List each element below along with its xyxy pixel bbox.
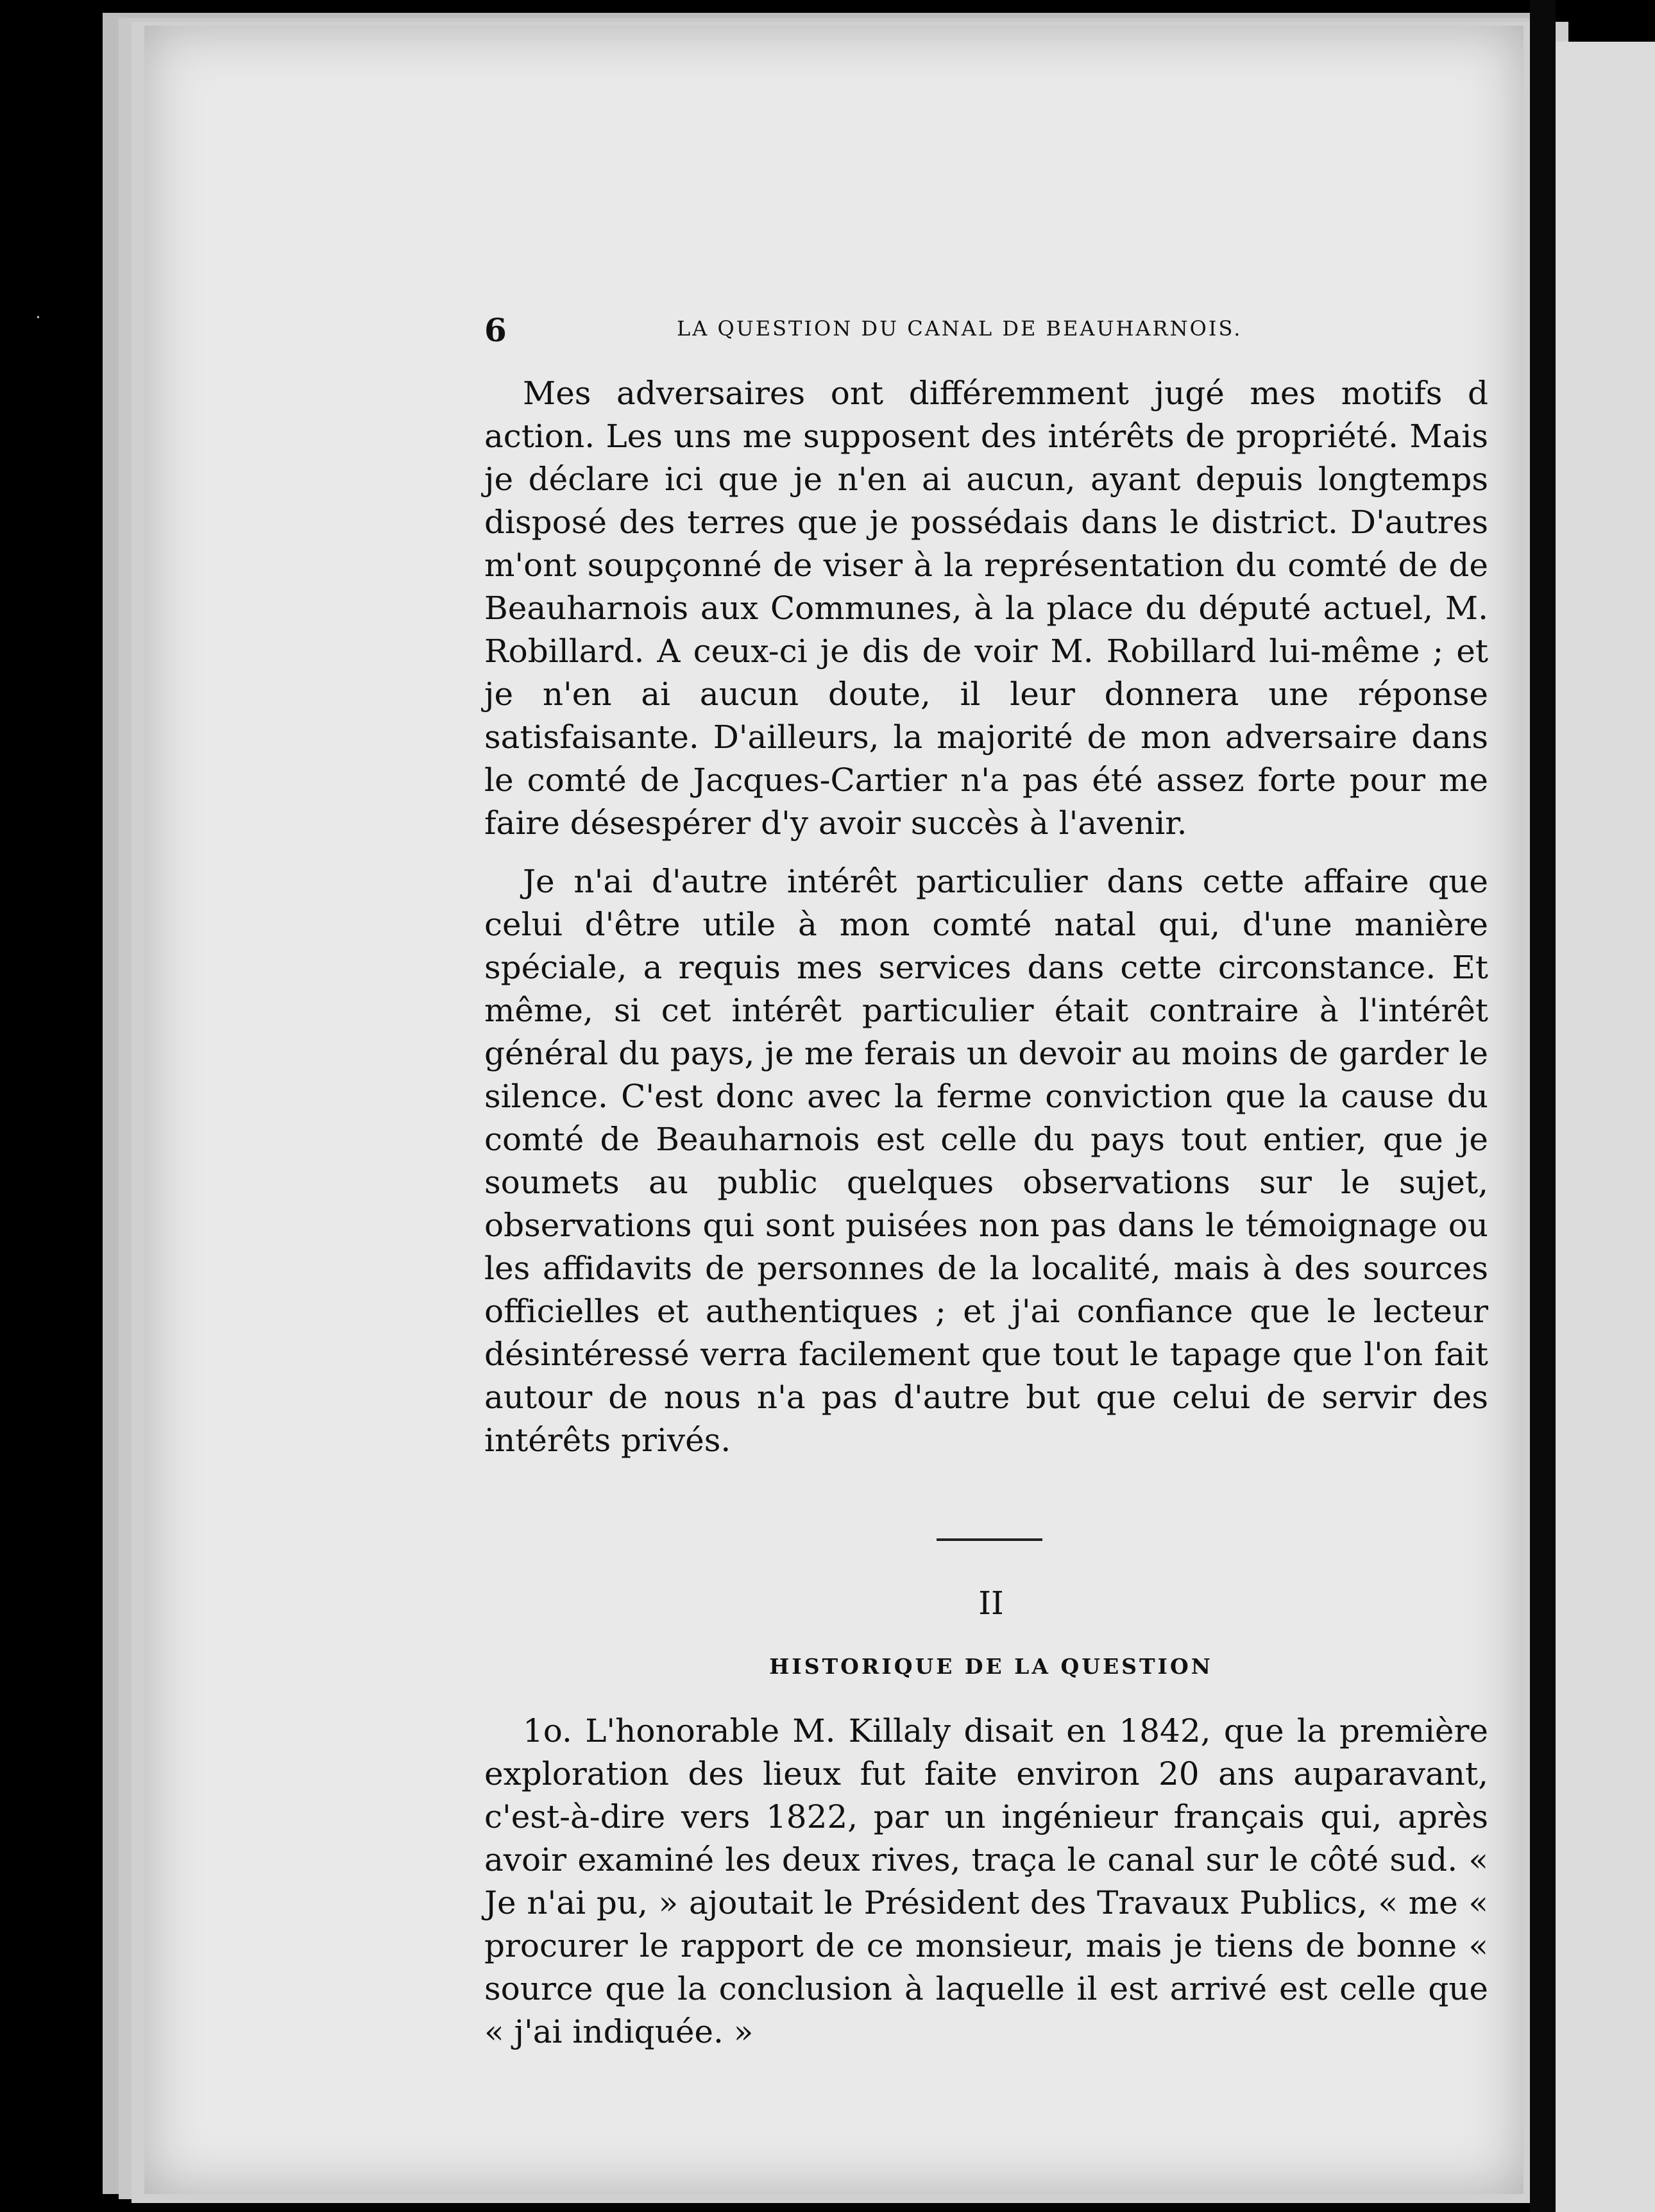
section-rule [937, 1538, 1042, 1541]
paragraph: Je n'ai d'autre intérêt particulier dans cette affaire que celui d'être utile à mon comté natal qui, d'une manière spéciale, a requis mes services dans cette circonstance. Et même, si cet intérêt particulier était contraire à l'intérêt général du pays, je me ferais un devoir au moins de garder le silence. C'est donc avec la ferme conviction que la cause du comté de Beauharnois est celle du pays tout entier, que je soumets au public quelques observations sur le sujet, observations qui sont puisées non pas dans le témoignage ou les affidavits de personnes de la localité, mais à des sources officielles et authentiques ; et j'ai confiance que le lecteur désintéressé verra facilement que tout le tapage que l'on fait autour de nous n'a pas d'autre but que celui de servir des intérêts privés. [484, 863, 1488, 1459]
running-title: LA QUESTION DU CANAL DE BEAUHARNOIS. [677, 316, 1243, 341]
running-head [484, 311, 1498, 349]
page-number: 6 [484, 311, 507, 349]
section-title: HISTORIQUE DE LA QUESTION [769, 1654, 1213, 1679]
body-text [484, 372, 1488, 1462]
book-page [144, 26, 1523, 2194]
gutter-gap [1530, 0, 1556, 2212]
margin-speck: · [35, 307, 41, 328]
paragraph: Mes adversaires ont différemment jugé mes motifs d action. Les uns me supposent des intérêts de propriété. Mais je déclare ici que je n'en ai aucun, ayant depuis longtemps disposé des terres que je possédais dans le district. D'autres m'ont soupçonné de viser à la représentation du comté de de Beauharnois aux Communes, à la place du député actuel, M. Robillard. A ceux-ci je dis de voir M. Robillard lui-même ; et je n'en ai aucun doute, il leur donnera une réponse satisfaisante. D'ailleurs, la majorité de mon adversaire dans le comté de Jacques-Cartier n'a pas été assez forte pour me faire désespérer d'y avoir succès à l'avenir. [484, 375, 1488, 842]
section-body-text [484, 1710, 1488, 2054]
paragraph: 1o. L'honorable M. Killaly disait en 1842, que la première exploration des lieux fut faite environ 20 ans auparavant, c'est-à-dire vers 1822, par un ingénieur français qui, après avoir examiné les deux rives, traça le canal sur le côté sud. « Je n'ai pu, » ajoutait le Président des Travaux Publics, « me « procurer le rapport de ce monsieur, mais je tiens de bonne « source que la conclusion à laquelle il est arrivé est celle que « j'ai indiquée. » [484, 1712, 1488, 2050]
facing-page-edge [1556, 42, 1655, 2212]
section-numeral: II [978, 1585, 1004, 1622]
